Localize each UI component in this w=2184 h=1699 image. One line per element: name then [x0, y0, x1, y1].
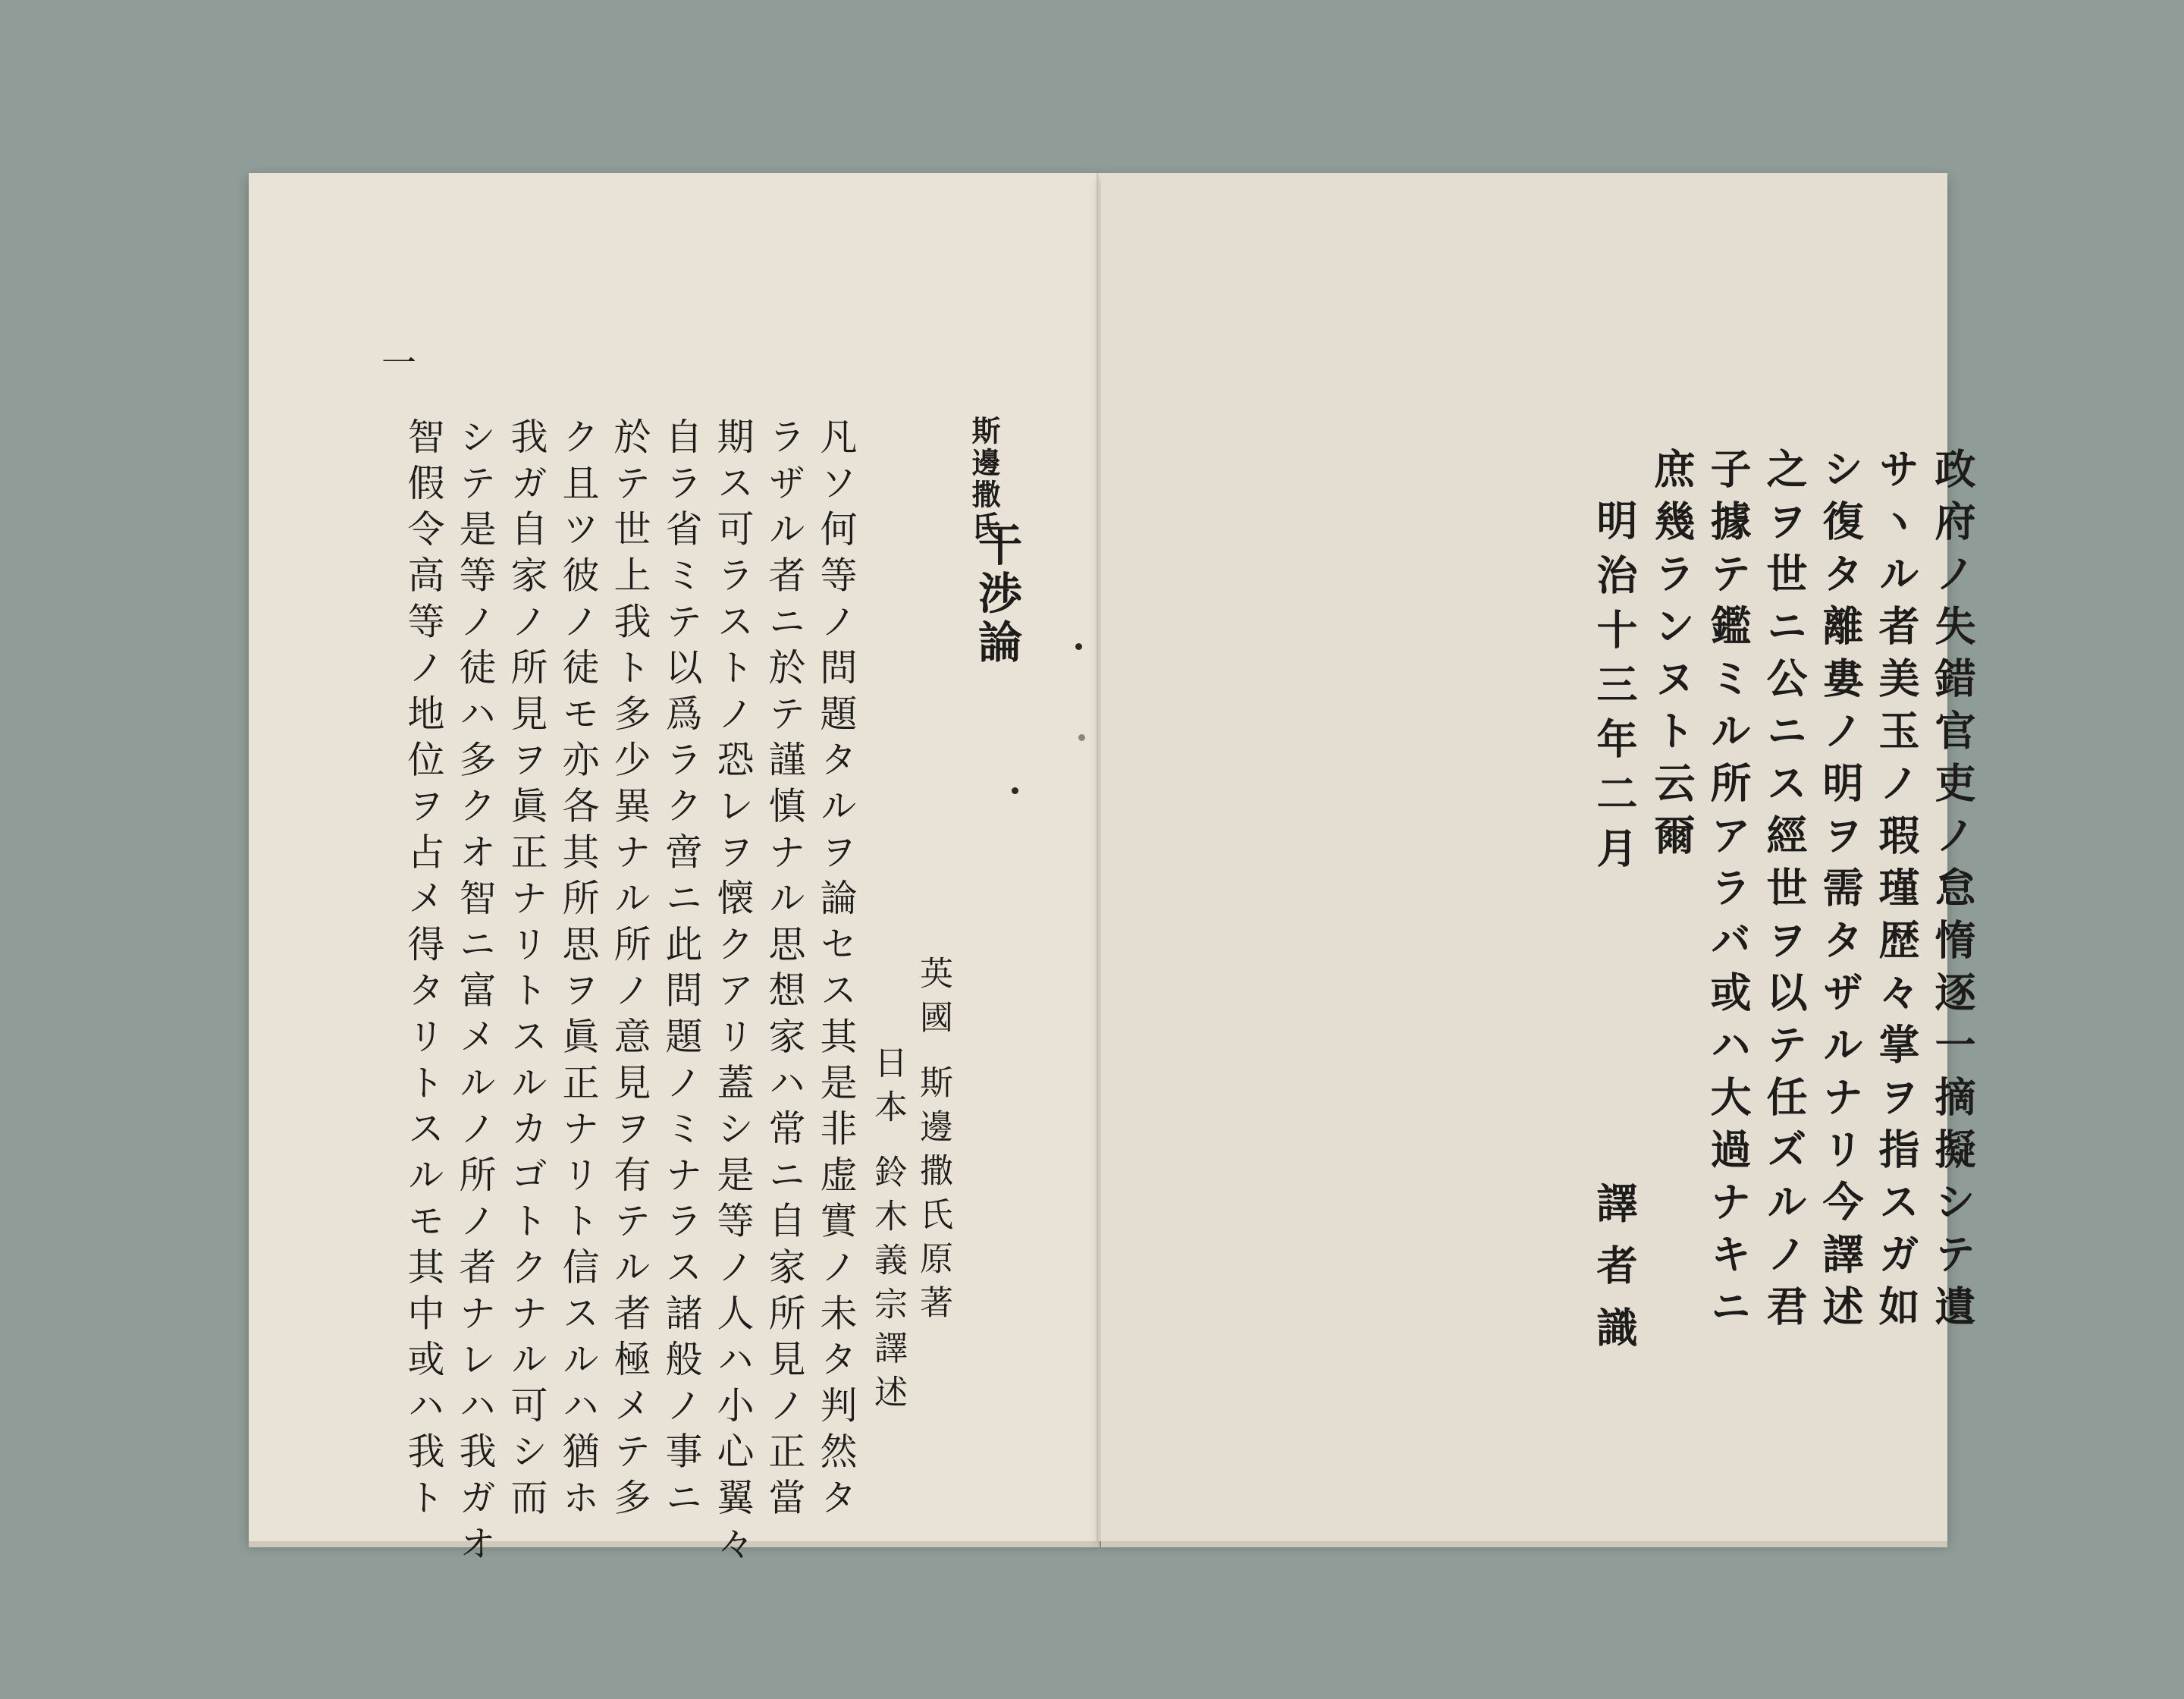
paragraph-line-9: 智假令高等ノ地位ヲ占メ得タリトスルモ其中或ハ我ト — [402, 417, 445, 1525]
right-page — [1101, 173, 1977, 1541]
preface-line-5: 子據テ鑑ミル所アラバ或ハ大過ナキニ — [1704, 448, 1753, 1337]
preface-line-1: 政府ノ失錯官吏ノ怠惰逐一摘擬シテ遺 — [1928, 448, 1977, 1337]
paragraph-line-8: シテ是等ノ徒ハ多クオ智ニ富メルノ所ノ者ナレハ我ガオ — [453, 417, 497, 1570]
page-edge — [249, 1541, 1100, 1547]
paragraph-line-1: 凡ソ何等ノ問題タルヲ論セス其是非虚實ノ未タ判然タ — [814, 417, 858, 1525]
left-page — [249, 173, 1100, 1570]
author-name — [967, 416, 1001, 543]
preface-line-6: 庶幾ランヌト云爾 — [1648, 448, 1696, 866]
paragraph-line-5: 於テ世上我ト多少異ナル所ノ意見ヲ有テル者極メテ多 — [608, 417, 651, 1525]
translator-signature: 譯者識 — [1590, 1182, 1639, 1368]
binding-hole — [1078, 734, 1085, 741]
open-book — [249, 173, 1977, 1570]
binding-hole — [1012, 787, 1018, 794]
origin-line: 英國 斯邊撒氏原著 — [914, 956, 952, 1329]
paragraph-line-7: 我ガ自家ノ所見ヲ眞正ナリトスルカゴトクナル可シ而 — [505, 417, 548, 1525]
paragraph-line-2: ラザル者ニ於テ謹慎ナル思想家ハ常ニ自家所見ノ正當 — [763, 417, 806, 1525]
paragraph-line-6: ク且ツ彼ノ徒モ亦各其所思ヲ眞正ナリト信スルハ猶ホ — [557, 417, 600, 1525]
chapter-title: 干渉論 — [971, 522, 1022, 667]
paragraph-line-3: 期ス可ラストノ恐レヲ懐クアリ蓋シ是等ノ人ハ小心翼々 — [711, 417, 755, 1570]
binding-hole — [1075, 643, 1082, 650]
page-number: 一 — [376, 344, 417, 379]
preface-line-2: サヽル者美玉ノ瑕瑾歴々掌ヲ指スガ如 — [1872, 448, 1921, 1337]
paragraph-line-4: 自ラ省ミテ以爲ラク啻ニ此問題ノミナラス諸般ノ事ニ — [660, 417, 703, 1525]
preface-line-4: 之ヲ世ニ公ニス經世ヲ以テ任ズルノ君 — [1760, 448, 1809, 1337]
translator-line: 日本 鈴木義宗譯述 — [868, 1045, 907, 1418]
page-edge — [1101, 1541, 1947, 1547]
preface-date: 明治十三年二月 — [1590, 499, 1639, 881]
preface-line-3: シ復タ離婁ノ明ヲ需タザルナリ今譯述 — [1816, 448, 1865, 1337]
author-name-text: 斯邊撒氏 — [967, 416, 1001, 543]
